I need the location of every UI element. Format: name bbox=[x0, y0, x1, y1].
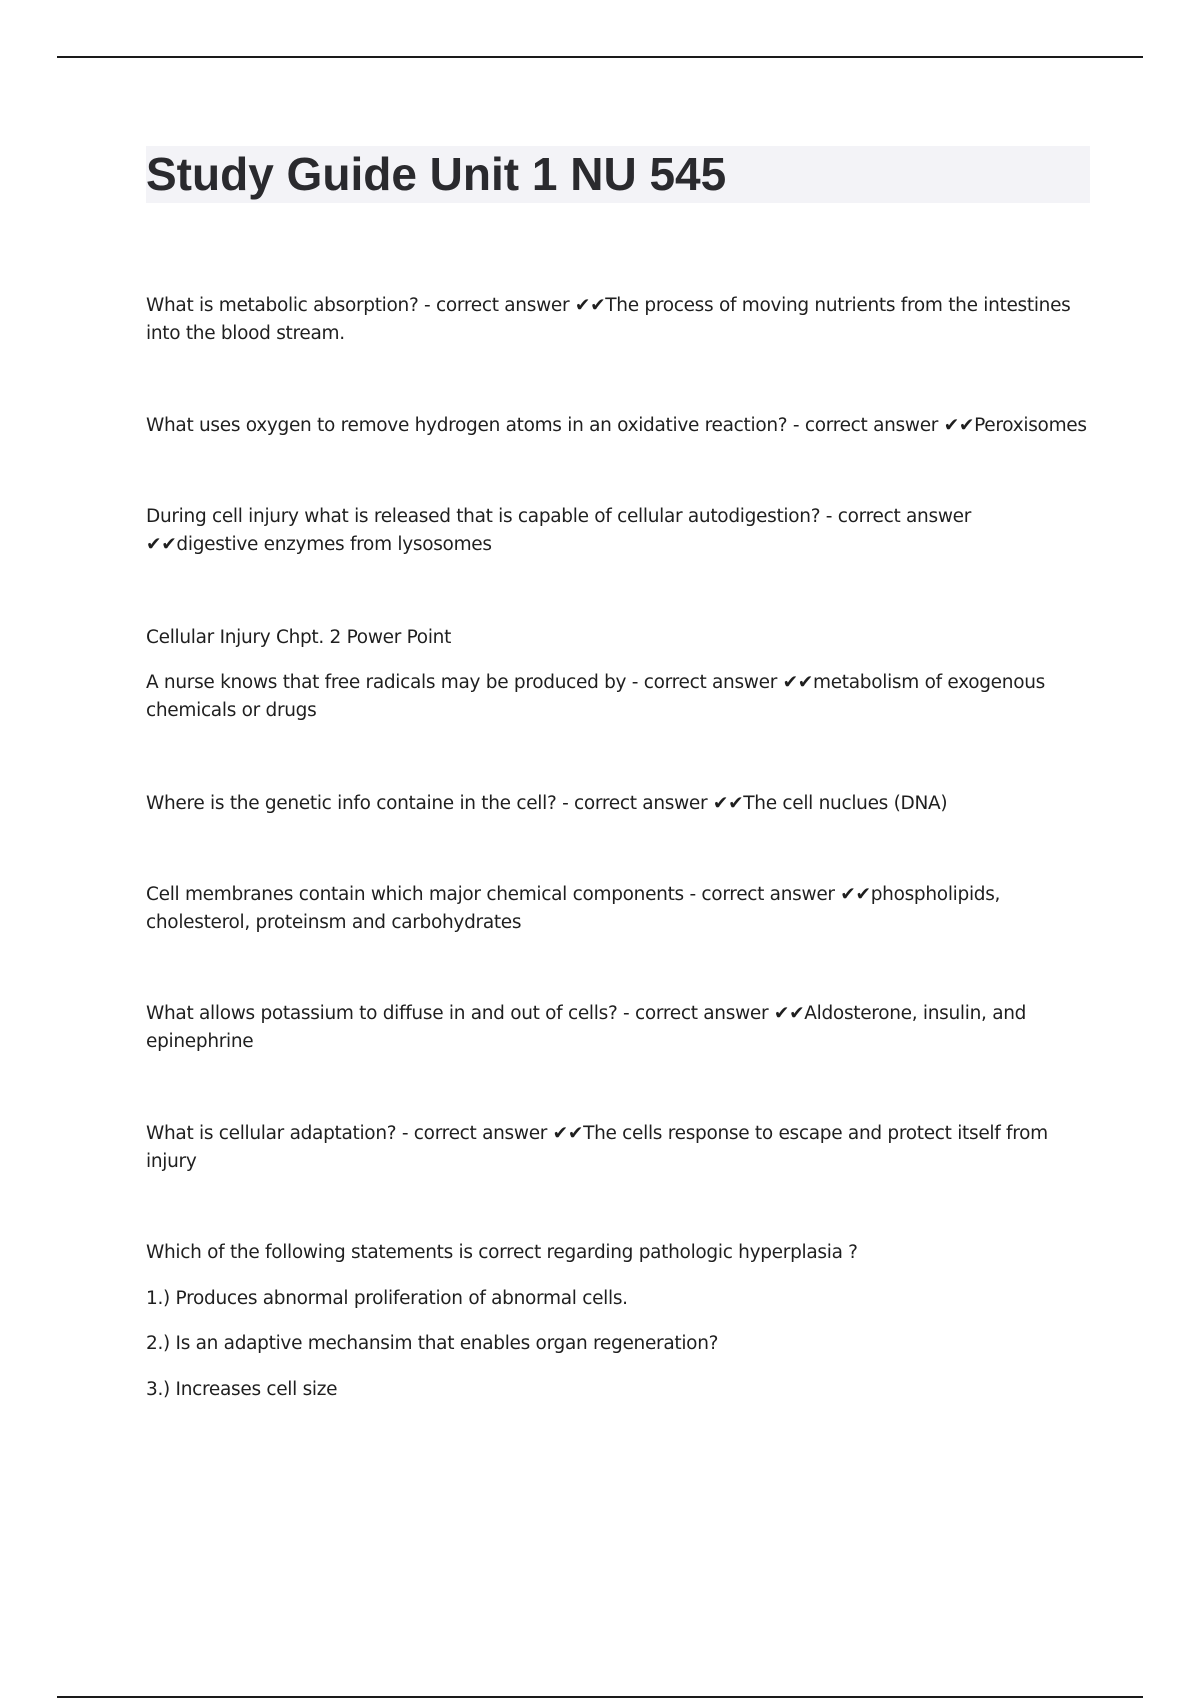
option-3 bbox=[146, 1376, 1090, 1404]
page-title: Study Guide Unit 1 NU 545 bbox=[146, 148, 727, 200]
qa-item-cell-membranes bbox=[146, 881, 1090, 937]
qa-item-autodigestion bbox=[146, 503, 1006, 559]
section-heading-text: Cellular Injury Chpt. 2 Power Point bbox=[146, 627, 452, 648]
option-text: 2.) Is an adaptive mechansim that enables organ regeneration? bbox=[146, 1333, 719, 1354]
qa-item-hyperplasia-question bbox=[146, 1239, 1090, 1267]
answer-text: The process of moving nutrients from the intestines into the blood stream. bbox=[146, 295, 1071, 344]
check-marks-icon: ✔✔ bbox=[773, 1003, 805, 1024]
question-text: What is cellular adaptation? - correct answer bbox=[146, 1123, 553, 1144]
answer-text: The cells response to escape and protect itself from injury bbox=[146, 1123, 1048, 1172]
check-marks-icon: ✔✔ bbox=[782, 672, 813, 693]
question-text: What uses oxygen to remove hydrogen atoms in an oxidative reaction? - correct answer bbox=[146, 415, 944, 436]
check-marks-icon: ✔✔ bbox=[943, 415, 975, 436]
answer-text: phospholipids, cholesterol, proteinsm and carbohydrates bbox=[146, 884, 1001, 933]
answer-text: digestive enzymes from lysosomes bbox=[176, 534, 492, 555]
question-text: Cell membranes contain which major chemical components - correct answer bbox=[146, 884, 841, 905]
bottom-divider bbox=[57, 1696, 1143, 1698]
option-2 bbox=[146, 1330, 1090, 1358]
check-marks-icon: ✔✔ bbox=[552, 1123, 584, 1144]
question-text: Where is the genetic info containe in the cell? - correct answer bbox=[146, 793, 713, 814]
answer-text: Aldosterone, insulin, and epinephrine bbox=[146, 1003, 1027, 1052]
question-text: What is metabolic absorption? - correct answer bbox=[146, 295, 575, 316]
check-marks-icon: ✔✔ bbox=[840, 884, 871, 905]
check-marks-icon: ✔✔ bbox=[574, 295, 606, 316]
answer-text: metabolism of exogenous chemicals or drugs bbox=[146, 672, 1045, 721]
qa-item-potassium bbox=[146, 1000, 1090, 1056]
option-text: 3.) Increases cell size bbox=[146, 1379, 338, 1400]
option-1 bbox=[146, 1285, 1090, 1313]
question-text: A nurse knows that free radicals may be produced by - correct answer bbox=[146, 672, 783, 693]
question-text: What allows potassium to diffuse in and out of cells? - correct answer bbox=[146, 1003, 774, 1024]
check-marks-icon: ✔✔ bbox=[712, 793, 744, 814]
qa-item-genetic-info bbox=[146, 790, 1090, 818]
qa-item-oxidative-reaction bbox=[146, 412, 1090, 440]
answer-text: The cell nuclues (DNA) bbox=[743, 793, 948, 814]
question-text: Which of the following statements is correct regarding pathologic hyperplasia ? bbox=[146, 1242, 858, 1263]
option-text: 1.) Produces abnormal proliferation of abnormal cells. bbox=[146, 1288, 628, 1309]
answer-text: Peroxisomes bbox=[974, 415, 1087, 436]
question-text: During cell injury what is released that is capable of cellular autodigestion? - correct answer bbox=[146, 506, 972, 527]
check-marks-icon: ✔✔ bbox=[146, 534, 177, 555]
qa-item-free-radicals bbox=[146, 669, 1090, 725]
qa-item-metabolic-absorption bbox=[146, 292, 1090, 348]
top-divider bbox=[57, 56, 1143, 58]
qa-item-cellular-adaptation bbox=[146, 1120, 1090, 1176]
section-heading bbox=[146, 624, 1090, 652]
